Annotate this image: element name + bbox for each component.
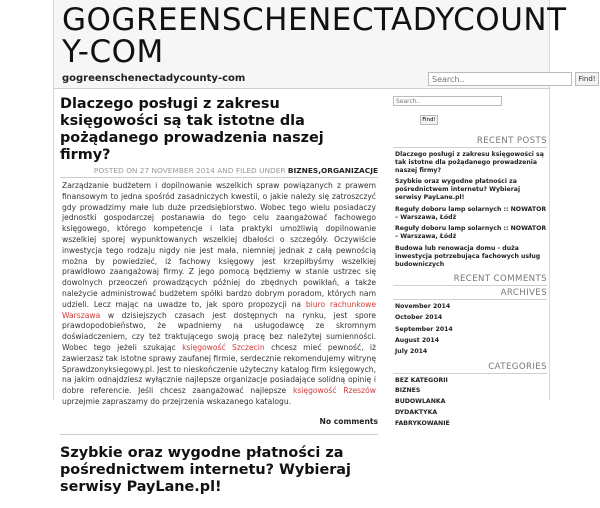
comments-link[interactable]: No comments [60, 417, 378, 435]
site-title[interactable]: GOGREENSCHENECTADYCOUNTY-COM [62, 2, 567, 70]
category-link[interactable]: BIZNES [395, 387, 421, 395]
category-link[interactable]: DYDAKTYKA [395, 408, 438, 416]
archives-list [395, 303, 547, 355]
link-ksiegowosc-szczecin[interactable]: księgowość Szczecin [182, 342, 265, 352]
archive-link[interactable]: July 2014 [395, 347, 428, 355]
site-subtitle: gogreenschenectadycounty-com [62, 73, 246, 84]
archive-link[interactable]: August 2014 [395, 336, 440, 344]
post-title[interactable]: Dlaczego posługi z zakresu księgowości są tak istotne dla pożądanego prowadzenia naszej firmy? [60, 96, 324, 163]
main-content [60, 96, 378, 508]
header-find-button[interactable]: Find! [575, 72, 599, 86]
recent-post-link[interactable]: Szybkie oraz wygodne płatności za pośrednictwem internetu? Wybieraj serwisy PayLane.pl! [395, 178, 521, 201]
post-body-text: Zarządzanie budżetem i dopilnowanie wszelkich spraw powiązanych z prawem finansowym to jedna spośród zasadniczych kwestii, o jakie należy się zatroszczyć gdy prowadzimy małe lub duże przedsiębiorstwo. Wobec tego wielu posiadaczy jednostki gospodarczej postanawia do tego celu zaangażować fachowego księgowego, którego kompetencje i lata praktyki umożliwią dopilnowanie wszelkiej sporej wypunktowanych wszelkiej dbałości o szczegóły. Oczywiście inwestycja tego rodzaju nigdy nie jest mała, niemniej jednak z całą pewnością można by powiedzieć, iż fachowy księgowy jest krzepiłbyśmy wszelkiej prawidłowo zaangażowaj firmy. Z jego pomocą będziemy w stanie ustrzec się dowolnych przeoczeń prowadzących później do zbędnych powikłań, a także należycie administrować budżetem spółki bardzo dobrym poradom, których nam udzieli. Lecz mając na uwadze to, jak sporo propozycji na [62, 181, 376, 309]
link-ksiegowosc-rzeszow[interactable]: księgowość Rzeszów [292, 386, 376, 396]
categories-list [395, 377, 547, 428]
sidebar [393, 96, 547, 431]
post-body-text: w dzisiejszych czasach jest dostępnych na rynku, jest spore prawdopodobieństwo, że wpadniemy na usługodawcę ze skromnym doświadczeniem, czy też traktującego swoją pracę bez należytej sumienności. Wobec tego jeżeli szukając [62, 310, 376, 352]
recent-post-link[interactable]: Budowa lub renowacja domu - duża inwestycja potrzebująca fachowych usług budowniczych [395, 244, 541, 268]
recent-posts-heading: RECENT POSTS [393, 136, 547, 148]
recent-posts-list [395, 151, 547, 268]
sidebar-search [393, 96, 547, 134]
archive-link[interactable]: October 2014 [395, 314, 443, 322]
post-meta-date: POSTED ON 27 NOVEMBER 2014 AND FILED UNDER [93, 166, 286, 175]
post-meta [60, 166, 378, 178]
post-title[interactable]: Szybkie oraz wygodne płatności za pośrednictwem internetu? Wybieraj serwisy PayLane.pl! [60, 444, 351, 495]
link-biuro-rachunkowe[interactable]: biuro rachunkowe Warszawa [62, 299, 376, 320]
recent-post-link[interactable]: Dlaczego posługi z zakresu księgowości są tak istotne dla pożądanego prowadzenia naszej firmy? [395, 151, 544, 174]
sidebar-search-input[interactable] [393, 96, 502, 106]
post-body [60, 181, 378, 408]
recent-comments-heading: RECENT COMMENTS [393, 274, 547, 286]
post-meta-categories[interactable]: BIZNES,ORGANIZACJE [287, 166, 378, 175]
archive-link[interactable]: September 2014 [395, 325, 453, 333]
category-link[interactable]: BEZ KATEGORII [395, 376, 448, 384]
site-header [54, 0, 596, 89]
archive-link[interactable]: November 2014 [395, 303, 451, 311]
post-body-text: uprzejmie zapraszamy do przejrzenia wskazanego katalogu. [62, 396, 292, 406]
recent-post-link[interactable]: Reguły doboru lamp solarnych :: NOWATOR – Warszawa, Łódź [395, 225, 547, 241]
recent-post-link[interactable]: Reguły doboru lamp solarnych :: NOWATOR – Warszawa, Łódź [395, 205, 547, 221]
header-search-input[interactable] [428, 72, 572, 86]
category-link[interactable]: BUDOWLANKA [395, 398, 446, 406]
category-link[interactable]: FABRYKOWANIE [395, 419, 450, 427]
categories-heading: CATEGORIES [393, 362, 547, 374]
post-body-text: chcesz mieć pewność, iż zawierzasz tak istotne sprawy zaufanej firmie, serdecznie rekomendujemy witrynę Sprawdzonyksiegowy.pl. Jest to nieskończenie użyteczny katalog firm księgowych, na jakim odnajdziesz wyłącznie najlepsze organizacje posiadające solidną opinię i dobre referencie. Jeśli chcesz zaangażować najlepsze [62, 342, 376, 396]
sidebar-find-button[interactable]: Find! [420, 115, 438, 125]
archives-heading: ARCHIVES [393, 288, 547, 300]
